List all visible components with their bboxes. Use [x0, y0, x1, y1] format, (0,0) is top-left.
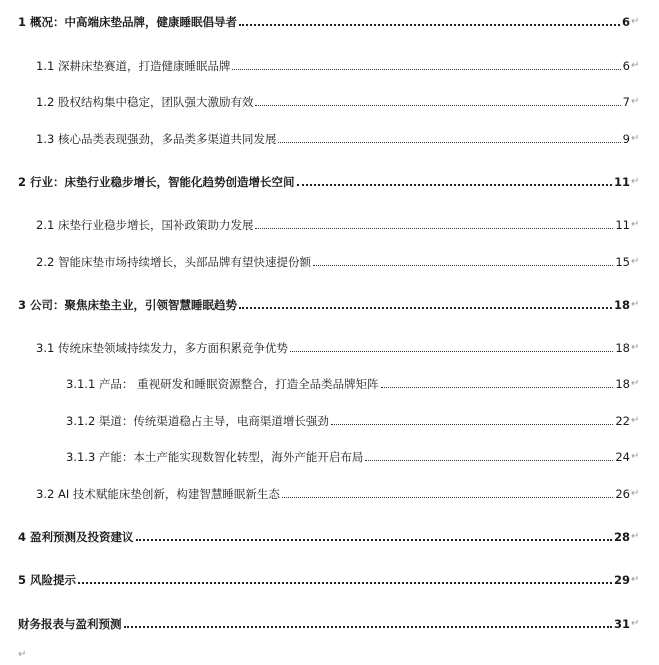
toc-page-number: 6 — [621, 15, 630, 29]
paragraph-mark-icon: ↵ — [631, 16, 640, 27]
paragraph-mark-icon: ↵ — [631, 618, 640, 629]
toc-entry-title: 2 行业：床垫行业稳步增长，智能化趋势创造增长空间 — [18, 175, 295, 189]
paragraph-mark-icon: ↵ — [631, 96, 640, 107]
toc-entry-title: 3 公司：聚焦床垫主业，引领智慧睡眠趋势 — [18, 298, 238, 312]
toc-page-number: 15 — [615, 255, 630, 269]
toc-entry-3[interactable] — [18, 297, 630, 313]
toc-page-number: 9 — [622, 132, 630, 146]
dot-leader — [365, 459, 613, 461]
toc-entry-3-1[interactable] — [36, 340, 630, 356]
dot-leader — [239, 23, 620, 26]
dot-leader — [290, 350, 613, 352]
toc-entry-2-1[interactable] — [36, 217, 630, 233]
toc-page-number: 22 — [615, 414, 630, 428]
toc-entry-1-1[interactable] — [36, 58, 630, 74]
dot-leader — [313, 264, 613, 266]
toc-page-number: 18 — [615, 377, 630, 391]
paragraph-mark-icon: ↵ — [631, 451, 640, 462]
toc-page-number: 6 — [622, 59, 630, 73]
paragraph-mark-icon: ↵ — [631, 378, 640, 389]
paragraph-mark-icon: ↵ — [631, 342, 640, 353]
toc-page-number: 7 — [622, 95, 630, 109]
dot-leader — [232, 68, 620, 70]
toc-entry-3-1-3[interactable] — [66, 449, 630, 465]
toc-entry-4[interactable] — [18, 529, 630, 545]
toc-entry-title: 3.1 传统床垫领域持续发力，多方面积累竞争优势 — [36, 341, 288, 355]
toc-page-number: 11 — [613, 175, 630, 189]
paragraph-mark-icon: ↵ — [631, 176, 640, 187]
dot-leader — [278, 141, 620, 143]
toc-page-number: 29 — [613, 573, 630, 587]
toc-entry-title: 4 盈利预测及投资建议 — [18, 530, 134, 544]
paragraph-mark-icon: ↵ — [631, 256, 640, 267]
toc-entry-1[interactable] — [18, 14, 630, 30]
toc-entry-title: 2.1 床垫行业稳步增长，国补政策助力发展 — [36, 218, 254, 232]
toc-page-number: 24 — [615, 450, 630, 464]
toc-page-number: 18 — [615, 341, 630, 355]
toc-page-number: 11 — [615, 218, 630, 232]
toc-entry-3-1-2[interactable] — [66, 413, 630, 429]
toc-entry-1-3[interactable] — [36, 131, 630, 147]
toc-entry-5[interactable] — [18, 572, 630, 588]
paragraph-mark-icon: ↵ — [631, 219, 640, 230]
toc-entry-1-2[interactable] — [36, 94, 630, 110]
dot-leader — [239, 306, 612, 309]
dot-leader — [136, 538, 612, 541]
toc-entry-title: 3.1.3 产能：本土产能实现数智化转型，海外产能开启布局 — [66, 450, 364, 464]
toc-entry-3-1-1[interactable] — [66, 376, 630, 392]
toc-entry-title: 1.2 股权结构集中稳定，团队强大激励有效 — [36, 95, 254, 109]
toc-entry-title: 1 概况：中高端床垫品牌，健康睡眠倡导者 — [18, 15, 238, 29]
toc-page-number: 28 — [613, 530, 630, 544]
toc-entry-2-2[interactable] — [36, 254, 630, 270]
toc-entry-title: 3.1.1 产品： 重视研发和睡眠资源整合，打造全品类品牌矩阵 — [66, 377, 379, 391]
dot-leader — [282, 496, 613, 498]
toc-page-number: 26 — [615, 487, 630, 501]
dot-leader — [78, 581, 612, 584]
toc-page-number: 31 — [613, 617, 630, 631]
paragraph-mark-icon: ↵ — [631, 531, 640, 542]
paragraph-mark-icon: ↵ — [631, 488, 640, 499]
paragraph-mark-icon: ↵ — [631, 415, 640, 426]
toc-entry-title: 3.2 AI 技术赋能床垫创新，构建智慧睡眠新生态 — [36, 487, 280, 501]
paragraph-mark-icon: ↵ — [631, 574, 640, 585]
dot-leader — [124, 625, 612, 628]
toc-entry-title: 2.2 智能床垫市场持续增长，头部品牌有望快速提份额 — [36, 255, 311, 269]
toc-entry-title: 财务报表与盈利预测 — [18, 617, 122, 631]
toc-entry-3-2[interactable] — [36, 486, 630, 502]
dot-leader — [331, 423, 613, 425]
paragraph-mark-icon: ↵ — [18, 649, 27, 660]
dot-leader — [381, 386, 614, 388]
paragraph-mark-icon: ↵ — [631, 133, 640, 144]
dot-leader — [255, 227, 613, 229]
dot-leader — [297, 183, 612, 186]
toc-entry-title: 1.3 核心品类表现强劲，多品类多渠道共同发展 — [36, 132, 277, 146]
toc-entry-financials[interactable] — [18, 616, 630, 632]
dot-leader — [255, 104, 620, 106]
paragraph-mark-icon: ↵ — [631, 60, 640, 71]
toc-entry-2[interactable] — [18, 174, 630, 190]
toc-entry-title: 3.1.2 渠道：传统渠道稳占主导，电商渠道增长强劲 — [66, 414, 329, 428]
toc-entry-title: 5 风险提示 — [18, 573, 77, 587]
toc-page-number: 18 — [613, 298, 630, 312]
paragraph-mark-icon: ↵ — [631, 299, 640, 310]
toc-entry-title: 1.1 深耕床垫赛道，打造健康睡眠品牌 — [36, 59, 231, 73]
